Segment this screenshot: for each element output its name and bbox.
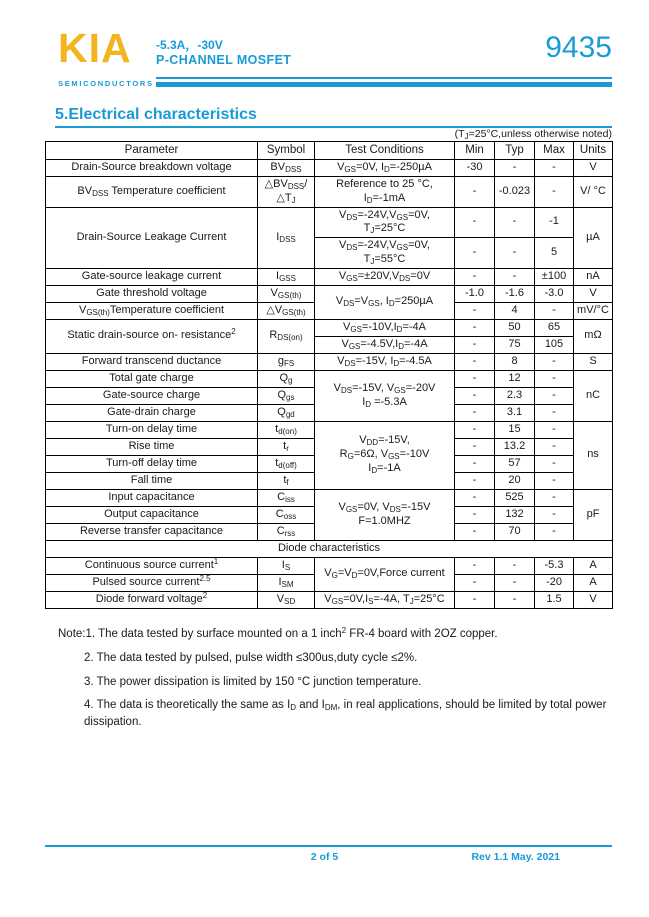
max-cell: 5	[535, 238, 574, 269]
min-cell: -	[455, 302, 495, 319]
kia-logo: KIA	[58, 25, 132, 71]
min-cell: -	[455, 523, 495, 540]
device-type: P-CHANNEL MOSFET	[156, 53, 292, 67]
symbol-cell: $\triangle BV_{DSS}/$ $\triangle T_J$	[258, 177, 315, 208]
units-cell: V	[574, 160, 613, 177]
units-cell: A	[574, 574, 613, 591]
note-4: 4. The data is theoretically the same as $I_D$ and $I_{DM}$, in real applications, should be limited by total power dissipation.	[84, 699, 607, 729]
units-cell: S	[574, 353, 613, 370]
min-cell: -1.0	[455, 285, 495, 302]
typ-cell: 525	[495, 489, 535, 506]
cond-cell: $V_{DD}=-15V$, $R_G=6\Omega$, $V_{GS}=-10V$ $I_D=-1A$	[315, 421, 455, 489]
symbol-cell: $V_{SD}$	[258, 591, 315, 608]
cond-cell: $V_{DS}=-24V,V_{GS}=0V$, $T_J=25^\circ C$	[315, 207, 455, 238]
param-cell: Turn-on delay time	[46, 421, 258, 438]
param-cell: Input capacitance	[46, 489, 258, 506]
symbol-cell: $C_{oss}$	[258, 506, 315, 523]
typ-cell: 8	[495, 353, 535, 370]
typ-cell: 12	[495, 370, 535, 387]
min-cell: -	[455, 268, 495, 285]
table-section-row	[46, 540, 613, 557]
test-condition-note: ($T_J=25^\circ C,unless$ otherwise noted)	[454, 128, 612, 141]
max-cell: -	[535, 302, 574, 319]
typ-cell: 132	[495, 506, 535, 523]
min-cell: -	[455, 591, 495, 608]
symbol-cell: $I_{SM}$	[258, 574, 315, 591]
typ-cell: 50	[495, 319, 535, 336]
typ-cell: 4	[495, 302, 535, 319]
min-cell: -30	[455, 160, 495, 177]
part-number: 9435	[545, 31, 612, 64]
symbol-cell: $C_{iss}$	[258, 489, 315, 506]
table-row	[46, 489, 613, 506]
max-cell: ±100	[535, 268, 574, 285]
cond-cell: $V_{DS}=-15V$, $V_{GS}=-20V$ $I_D =-5.3A$	[315, 370, 455, 421]
max-cell: -	[535, 370, 574, 387]
col-header-max: Max	[535, 142, 574, 160]
param-cell: $V_{GS(th)}Temperature$ coefficient	[46, 302, 258, 319]
min-cell: -	[455, 336, 495, 353]
symbol-cell: $t_f$	[258, 472, 315, 489]
typ-cell: -	[495, 574, 535, 591]
typ-cell: 3.1	[495, 404, 535, 421]
typ-cell: 57	[495, 455, 535, 472]
table-header-row	[46, 142, 613, 160]
min-cell: -	[455, 319, 495, 336]
param-cell: Gate-source charge	[46, 387, 258, 404]
max-cell: -	[535, 387, 574, 404]
units-cell: pF	[574, 489, 613, 540]
note-2: 2. The data tested by pulsed, pulse width ≤300us,duty cycle ≤2%.	[84, 651, 418, 664]
device-rating: -5.3A，-30V	[156, 38, 223, 52]
param-cell: Total gate charge	[46, 370, 258, 387]
max-cell: 105	[535, 336, 574, 353]
max-cell: -	[535, 455, 574, 472]
units-cell: mΩ	[574, 319, 613, 353]
note-3: 3. The power dissipation is limited by 150 °C junction temperature.	[84, 675, 422, 688]
symbol-cell: $Q_{gs}$	[258, 387, 315, 404]
typ-cell: 2.3	[495, 387, 535, 404]
table-row	[46, 177, 613, 208]
page-indicator: 2 of 5	[310, 851, 339, 863]
units-cell: nA	[574, 268, 613, 285]
min-cell: -	[455, 506, 495, 523]
typ-cell: 70	[495, 523, 535, 540]
min-cell: -	[455, 177, 495, 208]
typ-cell: -	[495, 591, 535, 608]
min-cell: -	[455, 238, 495, 269]
col-header-min: Min	[455, 142, 495, 160]
cond-cell: $V_{GS}=0V,I_S=-4A$, $T_J=25^\circ C$	[315, 591, 455, 608]
notes-block	[58, 626, 616, 738]
typ-cell: -0.023	[495, 177, 535, 208]
col-header-test-conditions: Test Conditions	[315, 142, 455, 160]
symbol-cell: $I_{GSS}$	[258, 268, 315, 285]
max-cell: -	[535, 523, 574, 540]
min-cell: -	[455, 455, 495, 472]
units-cell: A	[574, 557, 613, 574]
units-cell: mV/°C	[574, 302, 613, 319]
section-title: 5.Electrical characteristics	[55, 106, 257, 123]
diode-section-label: Diode characteristics	[46, 540, 613, 557]
table-row	[46, 285, 613, 302]
param-cell: Static drain-source on- resistance$^2$	[46, 319, 258, 353]
param-cell: Continuous source current$^1$	[46, 557, 258, 574]
param-cell: Reverse transfer capacitance	[46, 523, 258, 540]
cond-cell: $V_{GS}=0V$, $I_D=-250\mu A$	[315, 160, 455, 177]
electrical-characteristics-table	[45, 141, 613, 609]
typ-cell: 75	[495, 336, 535, 353]
table-row	[46, 160, 613, 177]
units-cell: ns	[574, 421, 613, 489]
param-cell: Gate-drain charge	[46, 404, 258, 421]
symbol-cell: $I_S$	[258, 557, 315, 574]
col-header-units: Units	[574, 142, 613, 160]
cond-cell: Reference to 25 °C, $I_D=-1mA$	[315, 177, 455, 208]
min-cell: -	[455, 557, 495, 574]
max-cell: -	[535, 160, 574, 177]
col-header-typ: Typ	[495, 142, 535, 160]
symbol-cell: $t_{d(on)}$	[258, 421, 315, 438]
cond-cell: $V_{DS}=-15V$, $I_D=-4.5A$	[315, 353, 455, 370]
min-cell: -	[455, 353, 495, 370]
logo-subtext: SEMICONDUCTORS	[58, 79, 154, 88]
cond-cell: $V_{GS}=0V$, $V_{DS}=-15V$ F=1.0MHZ	[315, 489, 455, 540]
revision-label: Rev 1.1 May. 2021	[471, 851, 560, 863]
note-1: Note:1. The data tested by surface mounted on a 1 inch$^2$ FR-4 board with 2OZ copper.	[58, 626, 498, 640]
param-cell: Gate threshold voltage	[46, 285, 258, 302]
max-cell: -	[535, 438, 574, 455]
cond-cell: $V_{GS}=-4.5V,I_D=-4A$	[315, 336, 455, 353]
col-header-parameter: Parameter	[46, 142, 258, 160]
units-cell: nC	[574, 370, 613, 421]
table-row	[46, 268, 613, 285]
symbol-cell: $Q_{gd}$	[258, 404, 315, 421]
min-cell: -	[455, 207, 495, 238]
symbol-cell: $V_{GS(th)}$	[258, 285, 315, 302]
header-rule-thick	[156, 82, 612, 87]
units-cell: µA	[574, 207, 613, 268]
max-cell: -	[535, 472, 574, 489]
symbol-cell: $t_r$	[258, 438, 315, 455]
min-cell: -	[455, 489, 495, 506]
param-cell: Output capacitance	[46, 506, 258, 523]
table-row	[46, 207, 613, 238]
param-cell: Gate-source leakage current	[46, 268, 258, 285]
min-cell: -	[455, 438, 495, 455]
typ-cell: -	[495, 207, 535, 238]
table-row	[46, 591, 613, 608]
min-cell: -	[455, 574, 495, 591]
units-cell: V	[574, 591, 613, 608]
param-cell: $BV_{DSS}$ Temperature coefficient	[46, 177, 258, 208]
symbol-cell: $Q_g$	[258, 370, 315, 387]
max-cell: 1.5	[535, 591, 574, 608]
typ-cell: 13.2	[495, 438, 535, 455]
typ-cell: -	[495, 238, 535, 269]
table-row	[46, 353, 613, 370]
max-cell: -3.0	[535, 285, 574, 302]
footer-rule	[45, 845, 612, 847]
max-cell: -20	[535, 574, 574, 591]
table-row	[46, 421, 613, 438]
symbol-cell: $t_{d(off)}$	[258, 455, 315, 472]
min-cell: -	[455, 370, 495, 387]
col-header-symbol: Symbol	[258, 142, 315, 160]
cond-cell: $V_{DS}=-24V,V_{GS}=0V$, $T_J=55^\circ C$	[315, 238, 455, 269]
max-cell: -	[535, 353, 574, 370]
symbol-cell: $g_{FS}$	[258, 353, 315, 370]
symbol-cell: $I_{DSS}$	[258, 207, 315, 268]
max-cell: -	[535, 177, 574, 208]
units-cell: V	[574, 285, 613, 302]
max-cell: -	[535, 506, 574, 523]
symbol-cell: $\triangle V_{GS(th)}$	[258, 302, 315, 319]
typ-cell: -	[495, 160, 535, 177]
cond-cell: $V_{GS}=-10V,I_D=-4A$	[315, 319, 455, 336]
max-cell: -	[535, 404, 574, 421]
max-cell: -5.3	[535, 557, 574, 574]
typ-cell: -1.6	[495, 285, 535, 302]
cond-cell: $V_{DS}=V_{GS}$, $I_D=250\mu A$	[315, 285, 455, 319]
table-row	[46, 557, 613, 574]
typ-cell: -	[495, 268, 535, 285]
min-cell: -	[455, 421, 495, 438]
param-cell: Rise time	[46, 438, 258, 455]
max-cell: 65	[535, 319, 574, 336]
cond-cell: $V_G=V_D=0V,Force$ current	[315, 557, 455, 591]
units-cell: V/ °C	[574, 177, 613, 208]
param-cell: Drain-Source Leakage Current	[46, 207, 258, 268]
table-row	[46, 370, 613, 387]
typ-cell: 15	[495, 421, 535, 438]
min-cell: -	[455, 472, 495, 489]
param-cell: Turn-off delay time	[46, 455, 258, 472]
typ-cell: -	[495, 557, 535, 574]
symbol-cell: $BV_{DSS}$	[258, 160, 315, 177]
param-cell: Forward transcend ductance	[46, 353, 258, 370]
min-cell: -	[455, 404, 495, 421]
symbol-cell: $R_{DS(on)}$	[258, 319, 315, 353]
min-cell: -	[455, 387, 495, 404]
param-cell: Fall time	[46, 472, 258, 489]
cond-cell: $V_{GS}=\pm 20V,V_{DS}=0V$	[315, 268, 455, 285]
param-cell: Pulsed source current$^{2.5}$	[46, 574, 258, 591]
symbol-cell: $C_{rss}$	[258, 523, 315, 540]
max-cell: -	[535, 489, 574, 506]
max-cell: -1	[535, 207, 574, 238]
header-rule-thin	[156, 77, 612, 79]
typ-cell: 20	[495, 472, 535, 489]
param-cell: Diode forward voltage$^2$	[46, 591, 258, 608]
max-cell: -	[535, 421, 574, 438]
param-cell: Drain-Source breakdown voltage	[46, 160, 258, 177]
table-row	[46, 319, 613, 336]
